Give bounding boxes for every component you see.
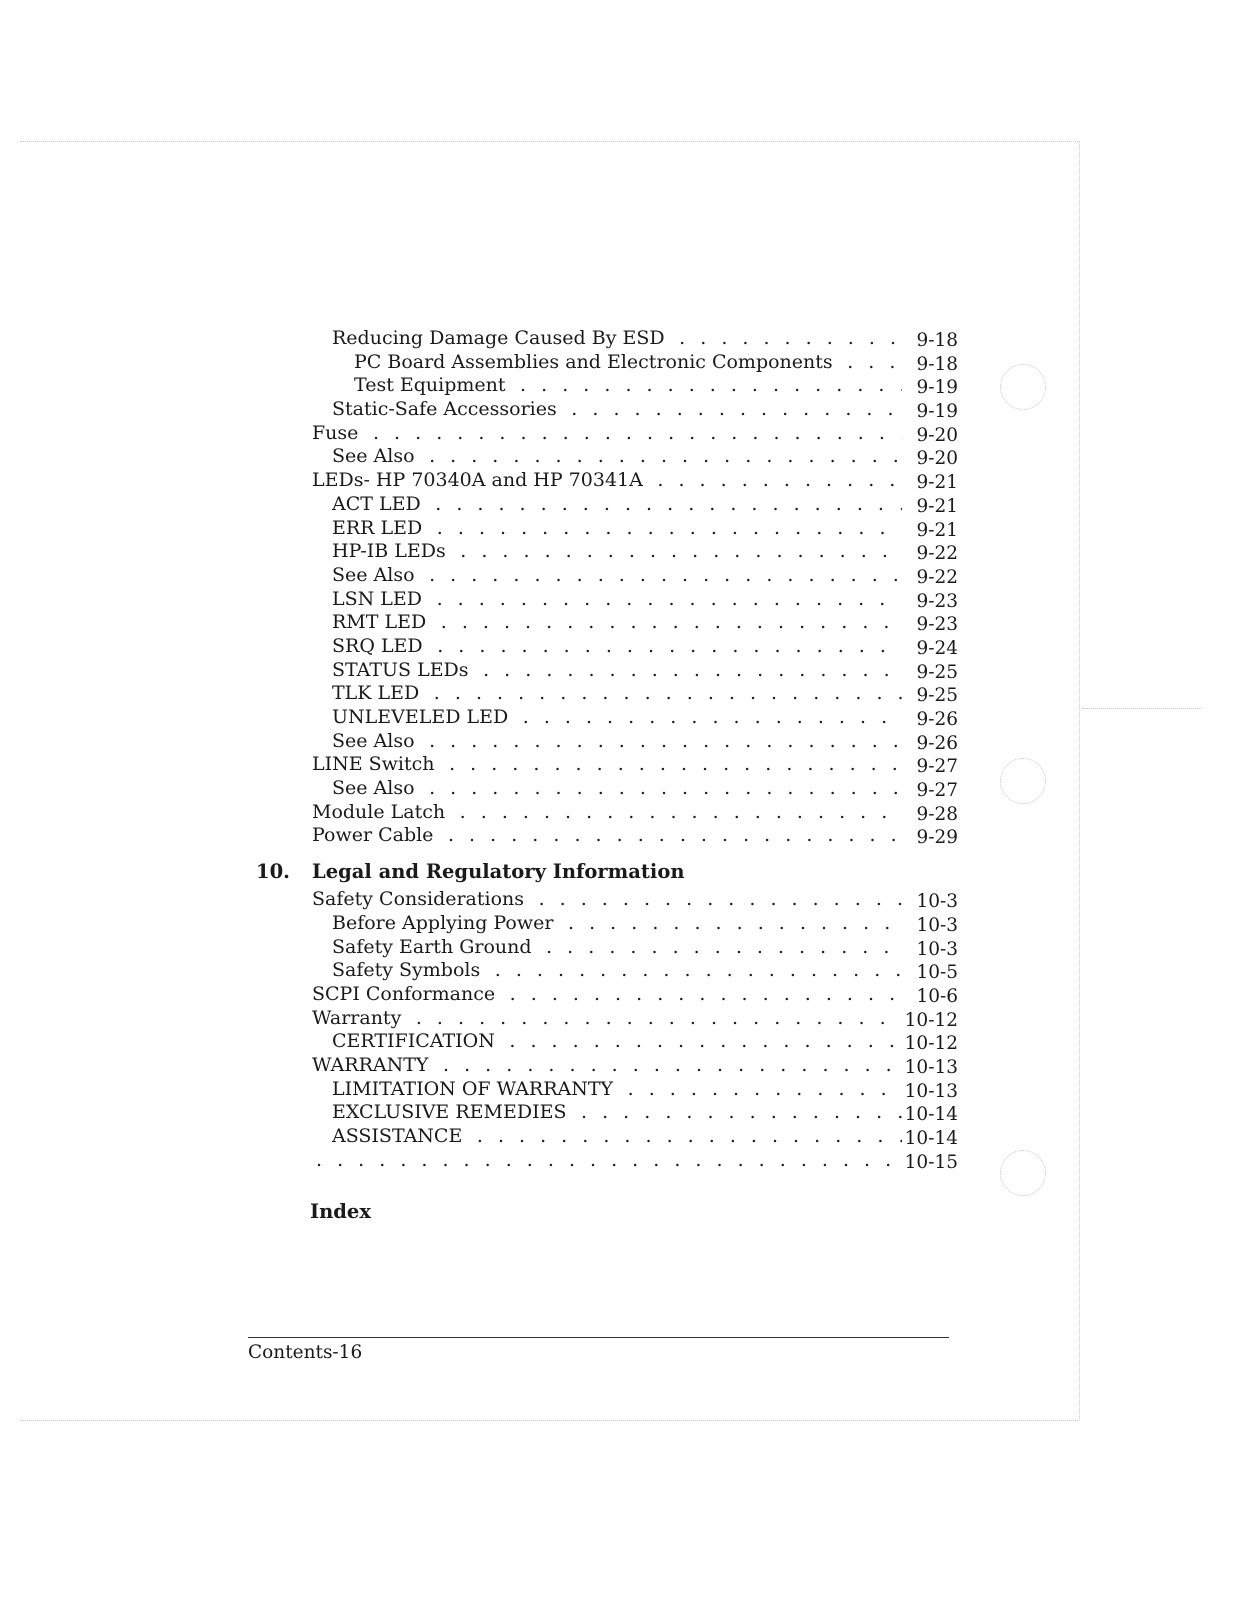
toc-entry-page: 10-14 bbox=[904, 1104, 958, 1126]
toc-entry-label: ASSISTANCE bbox=[332, 1125, 466, 1147]
index-heading: Index bbox=[310, 1200, 371, 1223]
toc-entry-page: 9-29 bbox=[916, 827, 958, 849]
toc-entry-leader bbox=[312, 983, 902, 1007]
scan-edge-bottom bbox=[20, 1420, 1080, 1421]
table-of-contents bbox=[250, 327, 970, 1172]
toc-entry bbox=[250, 682, 970, 706]
toc-entry-label: See Also bbox=[332, 445, 419, 467]
scan-edge-right bbox=[1079, 141, 1080, 1421]
scan-edge-top bbox=[20, 141, 1080, 142]
toc-entry-label: Safety Earth Ground bbox=[332, 936, 536, 958]
toc-entry-leader bbox=[312, 801, 902, 825]
toc-entry-leader bbox=[332, 912, 902, 936]
toc-entry bbox=[250, 1054, 970, 1078]
toc-entry-label: RMT LED bbox=[332, 611, 430, 633]
toc-entry-label: See Also bbox=[332, 777, 419, 799]
toc-entry-leader bbox=[332, 635, 902, 659]
toc-entry bbox=[250, 730, 970, 754]
toc-entry-label: Safety Symbols bbox=[332, 959, 484, 981]
toc-entry-leader bbox=[312, 1054, 902, 1078]
toc-entry bbox=[250, 374, 970, 398]
toc-entry-leader bbox=[332, 445, 902, 469]
toc-entry-page: 9-26 bbox=[916, 732, 958, 754]
toc-entry-page: 10-13 bbox=[904, 1056, 958, 1078]
toc-entry bbox=[250, 936, 970, 960]
toc-entry-leader bbox=[332, 1030, 902, 1054]
toc-entry-page: 9-27 bbox=[916, 780, 958, 802]
toc-entry-page: 9-22 bbox=[916, 543, 958, 565]
toc-entry-page: 9-28 bbox=[916, 803, 958, 825]
chapter-number: 10. bbox=[256, 860, 290, 884]
toc-entry-leader bbox=[332, 936, 902, 960]
toc-entry bbox=[250, 517, 970, 541]
toc-entry-label: Safety Considerations bbox=[312, 888, 528, 910]
toc-entry-label: LEDs- HP 70340A and HP 70341A bbox=[312, 469, 647, 491]
toc-entry-page: 10-6 bbox=[916, 985, 958, 1007]
toc-entry bbox=[250, 327, 970, 351]
toc-entry bbox=[250, 824, 970, 848]
toc-entry-page: 9-20 bbox=[916, 424, 958, 446]
toc-entry-label: Before Applying Power bbox=[332, 912, 557, 934]
toc-entry-leader bbox=[332, 1125, 902, 1149]
toc-entry bbox=[250, 912, 970, 936]
toc-entry bbox=[250, 659, 970, 683]
toc-entry bbox=[250, 611, 970, 635]
toc-entry bbox=[250, 445, 970, 469]
toc-entry-page: 10-3 bbox=[916, 914, 958, 936]
toc-entry-leader bbox=[312, 888, 902, 912]
toc-entry-label: ACT LED bbox=[332, 493, 425, 515]
toc-entry bbox=[250, 1007, 970, 1031]
toc-entry bbox=[250, 398, 970, 422]
toc-entry bbox=[250, 1125, 970, 1149]
toc-entry-label: EXCLUSIVE REMEDIES bbox=[332, 1101, 570, 1123]
toc-entry-leader bbox=[312, 422, 902, 446]
toc-entry-label: Static-Safe Accessories bbox=[332, 398, 561, 420]
toc-entry bbox=[250, 635, 970, 659]
toc-entry-page: 10-15 bbox=[904, 1151, 958, 1173]
page-footer: Contents-16 bbox=[248, 1342, 363, 1363]
toc-entry-page: 9-24 bbox=[916, 637, 958, 659]
toc-entry bbox=[250, 1030, 970, 1054]
toc-entry bbox=[250, 777, 970, 801]
toc-entry-label: Fuse bbox=[312, 422, 362, 444]
toc-entry-label: HP-IB LEDs bbox=[332, 540, 450, 562]
toc-entry-page: 9-26 bbox=[916, 709, 958, 730]
toc-entry-label: WARRANTY bbox=[312, 1054, 432, 1076]
toc-entry-label: SCPI Conformance bbox=[312, 983, 499, 1005]
toc-chapter-list bbox=[250, 888, 970, 1172]
toc-entry-label: CERTIFICATION bbox=[332, 1030, 499, 1052]
toc-entry-leader bbox=[332, 959, 902, 983]
toc-entry-leader bbox=[312, 469, 902, 493]
toc-entry bbox=[250, 983, 970, 1007]
toc-entry bbox=[250, 959, 970, 983]
toc-entry bbox=[250, 588, 970, 612]
toc-entry-leader bbox=[332, 540, 902, 564]
toc-entry-page: 9-23 bbox=[916, 614, 958, 636]
toc-entry-page: 9-25 bbox=[916, 685, 958, 707]
toc-entry-leader bbox=[332, 777, 902, 801]
toc-entry-page: 9-18 bbox=[916, 330, 958, 351]
toc-entry bbox=[250, 422, 970, 446]
toc-entry-label: Test Equipment bbox=[354, 374, 510, 396]
toc-entry-label: PC Board Assemblies and Electronic Components bbox=[354, 351, 837, 373]
toc-entry-leader bbox=[312, 1007, 902, 1031]
toc-entry-leader bbox=[332, 517, 902, 541]
toc-entry-leader bbox=[312, 824, 902, 848]
toc-entry-label: TLK LED bbox=[332, 682, 423, 704]
toc-entry-leader bbox=[354, 351, 902, 375]
toc-entry-page: 10-3 bbox=[916, 891, 958, 913]
toc-entry-page: 10-3 bbox=[916, 938, 958, 960]
toc-entry-label: Reducing Damage Caused By ESD bbox=[332, 327, 669, 349]
toc-entry-page: 9-22 bbox=[916, 566, 958, 588]
toc-entry bbox=[250, 801, 970, 825]
toc-entry-page: 10-13 bbox=[904, 1080, 958, 1102]
toc-entry-label bbox=[312, 1149, 316, 1171]
toc-entry-label: LINE Switch bbox=[312, 753, 439, 775]
toc-entry-leader bbox=[332, 730, 902, 754]
toc-entry bbox=[250, 1149, 970, 1173]
toc-entry-leader bbox=[332, 682, 902, 706]
toc-entry-label: LIMITATION OF WARRANTY bbox=[332, 1078, 617, 1100]
toc-entry-leader bbox=[332, 1101, 902, 1125]
toc-entry-leader bbox=[332, 611, 902, 635]
toc-entry-leader bbox=[312, 1149, 902, 1173]
toc-entry bbox=[250, 469, 970, 493]
toc-entry-page: 10-12 bbox=[904, 1009, 958, 1031]
binder-hole-bottom bbox=[1000, 1150, 1046, 1196]
toc-entry bbox=[250, 1101, 970, 1125]
toc-entry-page: 9-19 bbox=[916, 401, 958, 423]
toc-entry-page: 9-19 bbox=[916, 377, 958, 399]
toc-entry-leader bbox=[332, 327, 902, 351]
toc-entry-leader bbox=[332, 398, 902, 422]
toc-entry-leader bbox=[332, 564, 902, 588]
toc-entry-page: 9-21 bbox=[916, 519, 958, 541]
toc-entry-label: SRQ LED bbox=[332, 635, 427, 657]
toc-entry-label: STATUS LEDs bbox=[332, 659, 473, 681]
chapter-heading bbox=[250, 856, 970, 888]
toc-entry-page: 10-12 bbox=[904, 1033, 958, 1055]
toc-section-list bbox=[250, 327, 970, 848]
binder-hole-top bbox=[1000, 364, 1046, 410]
toc-entry-leader bbox=[332, 493, 902, 517]
toc-entry bbox=[250, 706, 970, 730]
toc-entry-leader bbox=[332, 1078, 902, 1102]
toc-entry-page: 9-25 bbox=[916, 661, 958, 683]
scan-edge-tick bbox=[1082, 708, 1202, 709]
toc-entry bbox=[250, 888, 970, 912]
toc-entry-label: See Also bbox=[332, 564, 419, 586]
footer-rule bbox=[248, 1337, 949, 1338]
toc-entry-label: ERR LED bbox=[332, 517, 426, 539]
toc-entry-leader bbox=[332, 588, 902, 612]
toc-entry-label: LSN LED bbox=[332, 588, 426, 610]
toc-entry bbox=[250, 564, 970, 588]
toc-entry-page: 9-23 bbox=[916, 590, 958, 612]
toc-entry-page: 9-27 bbox=[916, 756, 958, 778]
toc-entry-label: Power Cable bbox=[312, 824, 437, 846]
toc-entry-leader bbox=[332, 659, 902, 683]
toc-entry-label: Warranty bbox=[312, 1007, 405, 1029]
toc-entry-page: 9-21 bbox=[916, 495, 958, 517]
toc-entry-page: 9-21 bbox=[916, 472, 958, 494]
toc-entry bbox=[250, 493, 970, 517]
toc-entry bbox=[250, 540, 970, 564]
toc-entry-label: UNLEVELED LED bbox=[332, 706, 512, 728]
toc-entry bbox=[250, 753, 970, 777]
toc-entry-leader bbox=[332, 706, 902, 730]
binder-hole-middle bbox=[1000, 758, 1046, 804]
toc-entry-page: 10-14 bbox=[904, 1128, 958, 1149]
toc-entry bbox=[250, 1078, 970, 1102]
toc-entry-label: Module Latch bbox=[312, 801, 449, 823]
toc-entry-label: See Also bbox=[332, 730, 419, 752]
toc-entry-page: 10-5 bbox=[916, 962, 958, 984]
toc-entry-leader bbox=[312, 753, 902, 777]
toc-entry-page: 9-20 bbox=[916, 448, 958, 470]
toc-entry-page: 9-18 bbox=[916, 353, 958, 375]
toc-entry-leader bbox=[354, 374, 902, 398]
chapter-title: Legal and Regulatory Information bbox=[312, 860, 685, 884]
toc-entry bbox=[250, 351, 970, 375]
